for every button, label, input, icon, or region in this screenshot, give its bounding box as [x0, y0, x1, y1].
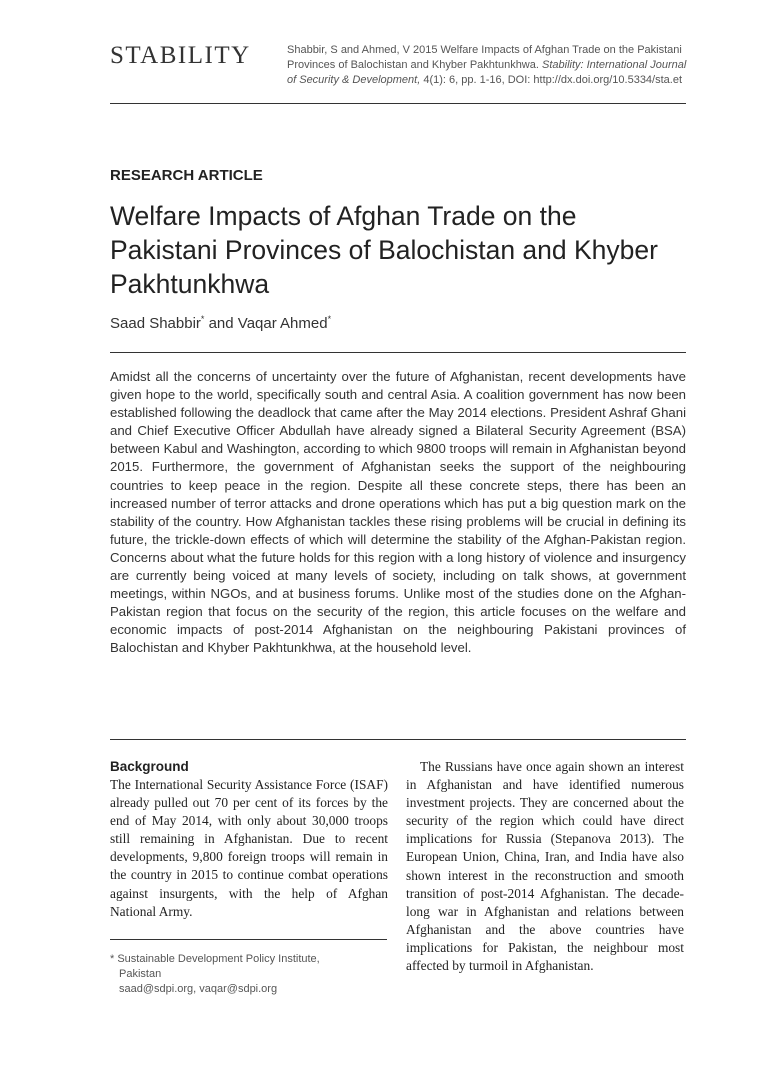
article-type: RESEARCH ARTICLE: [110, 167, 263, 184]
citation-journal: Stability: International Journal of Security & Development,: [287, 59, 687, 86]
body-column-left: [110, 758, 388, 921]
abstract-bottom-divider: [110, 739, 686, 740]
footnote: [110, 952, 380, 997]
header-divider: [110, 103, 686, 104]
article-title: Welfare Impacts of Afghan Trade on the Pakistani Provinces of Balochistan and Khyber Pakhtunkhwa: [110, 201, 658, 299]
author-name: Vaqar Ahmed: [237, 315, 328, 332]
citation: [287, 43, 687, 88]
footnote-divider: [110, 939, 387, 940]
author-conjunction: and: [208, 315, 234, 332]
citation-details[interactable]: 4(1): 6, pp. 1-16, DOI: http://dx.doi.org/10.5334/sta.et: [423, 74, 683, 86]
body-paragraph: The International Security Assistance Force (ISAF) already pulled out 70 per cent of its forces by the end of May 2014, with only about 30,000 troops still remaining in Afghanistan. Due to recent developments, 9,800 foreign troops will remain in the country in 2015 to continue combat operations against insurgents, with the help of Afghan National Army.: [110, 777, 388, 919]
author-affiliation-mark: *: [200, 314, 205, 324]
footnote-institution: Sustainable Development Policy Institute,: [117, 953, 320, 965]
abstract-top-divider: [110, 352, 686, 353]
author-name: Saad Shabbir: [110, 315, 201, 332]
body-paragraph: The Russians have once again shown an interest in Afghanistan and have identified numerous investment projects. They are concerned about the security of the region which could have direct implications for Russia (Stepanova 2013). The European Union, China, Iran, and India have also shown interest in the reconstruction and smooth transition of post-2014 Afghanistan. The decade-long war in Afghanistan and relations between Afghanistan and the above countries have implications for Pakistan, the neighbour most affected by turmoil in Afghanistan.: [406, 759, 684, 974]
footnote-mark: *: [110, 953, 115, 965]
journal-logo: STABILITY: [110, 42, 251, 69]
body-column-right: [406, 758, 684, 975]
footnote-emails[interactable]: saad@sdpi.org, vaqar@sdpi.org: [119, 983, 278, 995]
author-list: [110, 314, 331, 332]
section-heading: Background: [110, 759, 189, 774]
author-affiliation-mark: *: [327, 314, 332, 324]
citation-text: Shabbir, S and Ahmed, V 2015 Welfare Impacts of Afghan Trade on the Pakistani Provinces of Balochistan and Khyber Pakhtunkhwa.: [287, 44, 682, 71]
abstract: Amidst all the concerns of uncertainty over the future of Afghanistan, recent developments have given hope to the world, specifically south and central Asia. A coalition government has now been established following the deadlock that came after the May 2014 elections. President Ashraf Ghani and Chief Executive Officer Abdullah have already signed a Bilateral Security Agreement (BSA) between Kabul and Washington, according to which 9800 troops will remain in Afghanistan beyond 2015. Furthermore, the government of Afghanistan seeks the support of the neighbouring countries to keep peace in the region. Despite all these concrete steps, there has been an increased number of terror attacks and drone operations which has put a big question mark on the stability of the country. How Afghanistan tackles these rising problems will be crucial in defining its future, the trickle-down effects of which will determine the stability of the Afghan-Pakistan region. Concerns about what the future holds for this region with a long history of violence and insurgency are currently being voiced at many levels of society, including on talk shows, at government meetings, within NGOs, and at business forums. Unlike most of the studies done on the Afghan-Pakistan region that focus on the security of the region, this article focuses on the welfare and economic impacts of post-2014 Afghanistan on the neighbouring Pakistani provinces of Balochistan and Khyber Pakhtunkhwa, at the household level.: [110, 369, 686, 656]
footnote-country: Pakistan: [119, 968, 162, 980]
